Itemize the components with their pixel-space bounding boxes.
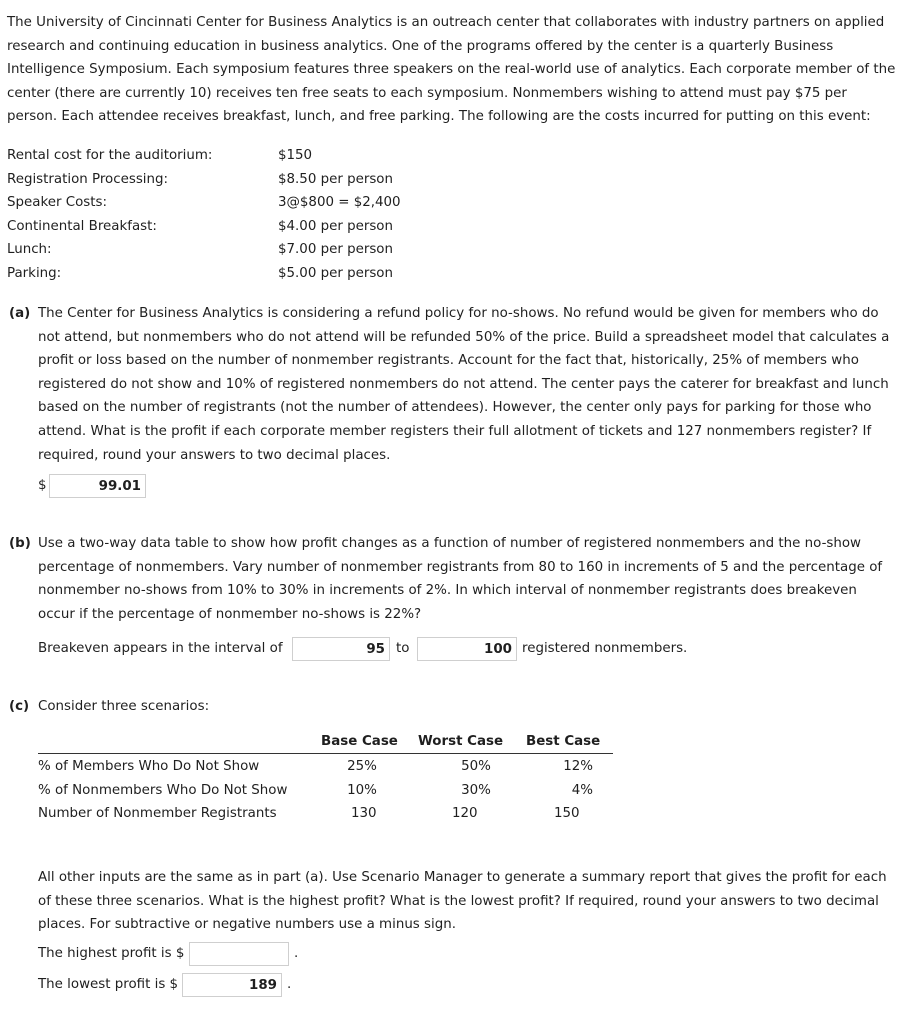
part-b-to: to <box>396 641 410 656</box>
cell-best: 150 <box>554 806 580 821</box>
cost-label: Parking: <box>7 265 62 281</box>
cell-base: 130 <box>351 806 377 821</box>
cost-row <box>7 168 401 192</box>
cost-value: $5.00 per person <box>278 265 393 281</box>
cell-worst: 120 <box>452 806 478 821</box>
cost-value: $150 <box>278 148 313 163</box>
highest-profit-input[interactable] <box>189 942 289 966</box>
intro-paragraph: The University of Cincinnati Center for Business Analytics is an outreach center that collaborates with industry partners on applied research and continuing education in business analytics. One of the programs offered by the center is a quarterly Business Intelligence Symposium. Each symposium features three speakers on the real-world use of analytics. Each corporate member of the center (there are currently 10) receives ten free seats to each symposium. Nonmembers wishing to attend must pay $75 per person. Each attendee receives breakfast, lunch, and free parking. The following are the costs incurred for putting on this event: <box>7 15 896 125</box>
row-label: Number of Nonmember Registrants <box>38 806 277 821</box>
cost-row <box>7 262 401 286</box>
highest-profit-period: . <box>294 946 299 961</box>
lowest-profit-period: . <box>287 977 292 992</box>
cell-worst: 50% <box>461 759 491 774</box>
cost-value: $4.00 per person <box>278 218 393 234</box>
cost-list <box>7 144 401 286</box>
row-label: % of Members Who Do Not Show <box>38 759 260 774</box>
cell-worst: 30% <box>461 783 491 798</box>
lowest-profit-label: The lowest profit is $ <box>38 977 179 992</box>
cost-label: Registration Processing: <box>7 171 169 187</box>
table-header-rule <box>38 753 613 754</box>
breakeven-high-input[interactable]: 100 <box>417 637 517 661</box>
part-c-letter: (c) <box>9 699 30 714</box>
cost-value: $8.50 per person <box>278 171 393 187</box>
cost-label: Speaker Costs: <box>7 195 107 211</box>
cost-row <box>7 144 401 168</box>
cell-best <box>540 755 620 779</box>
cost-row <box>7 215 401 239</box>
lowest-profit-input[interactable]: 189 <box>182 973 282 997</box>
cell-best-text: 4% <box>571 783 593 798</box>
highest-profit-label: The highest profit is $ <box>38 946 185 961</box>
part-a-letter: (a) <box>9 306 31 321</box>
header-worst-case: Worst Case <box>418 734 504 749</box>
part-a-currency: $ <box>38 478 47 493</box>
cell-base: 25% <box>347 759 377 774</box>
cost-value: 3@$800 = $2,400 <box>278 195 401 211</box>
cell-best <box>540 779 620 803</box>
part-c-intro: Consider three scenarios: <box>38 699 210 714</box>
cost-row <box>7 191 401 215</box>
cost-row <box>7 238 401 262</box>
cost-label: Rental cost for the auditorium: <box>7 148 213 163</box>
cell-base: 10% <box>347 783 377 798</box>
part-b-suffix: registered nonmembers. <box>522 641 688 656</box>
breakeven-low-input[interactable]: 95 <box>292 637 390 661</box>
header-best-case: Best Case <box>526 734 601 749</box>
part-c-question: All other inputs are the same as in part (a). Use Scenario Manager to generate a summary report that gives the profit for each of these three scenarios. What is the highest profit? What is the lowest profit? If required, round your answers to two decimal places. For subtractive or negative numbers use a minus sign. <box>38 870 887 933</box>
cell-best-text: 12% <box>563 759 593 774</box>
cost-value: $7.00 per person <box>278 242 393 258</box>
cost-label: Lunch: <box>7 242 52 258</box>
part-a-question: The Center for Business Analytics is considering a refund policy for no-shows. No refund would be given for members who do not attend, but nonmembers who do not attend will be refunded 50% of the price. Build a spreadsheet model that calculates a profit or loss based on the number of nonmember registrants. Account for the fact that, historically, 25% of members who registered do not show and 10% of registered nonmembers do not attend. The center pays the caterer for breakfast and lunch based on the number of registrants (not the number of attendees). However, the center only pays for parking for those who attend. What is the profit if each corporate member registers their full allotment of tickets and 127 nonmembers register? If required, round your answers to two decimal places. <box>38 306 890 463</box>
part-b-question: Use a two-way data table to show how profit changes as a function of number of registered nonmembers and the no-show percentage of nonmembers. Vary number of nonmember registrants from 80 to 160 in increments of 5 and the percentage of nonmember no-shows from 10% to 30% in increments of 2%. In which interval of nonmember registrants does breakeven occur if the percentage of nonmember no-shows is 22%? <box>38 536 883 622</box>
part-b-letter: (b) <box>9 536 31 551</box>
header-base-case: Base Case <box>321 734 398 749</box>
part-a-answer-input[interactable]: 99.01 <box>49 474 146 498</box>
row-label: % of Nonmembers Who Do Not Show <box>38 783 288 798</box>
cost-label: Continental Breakfast: <box>7 218 157 234</box>
part-b-prefix: Breakeven appears in the interval of <box>38 641 283 656</box>
